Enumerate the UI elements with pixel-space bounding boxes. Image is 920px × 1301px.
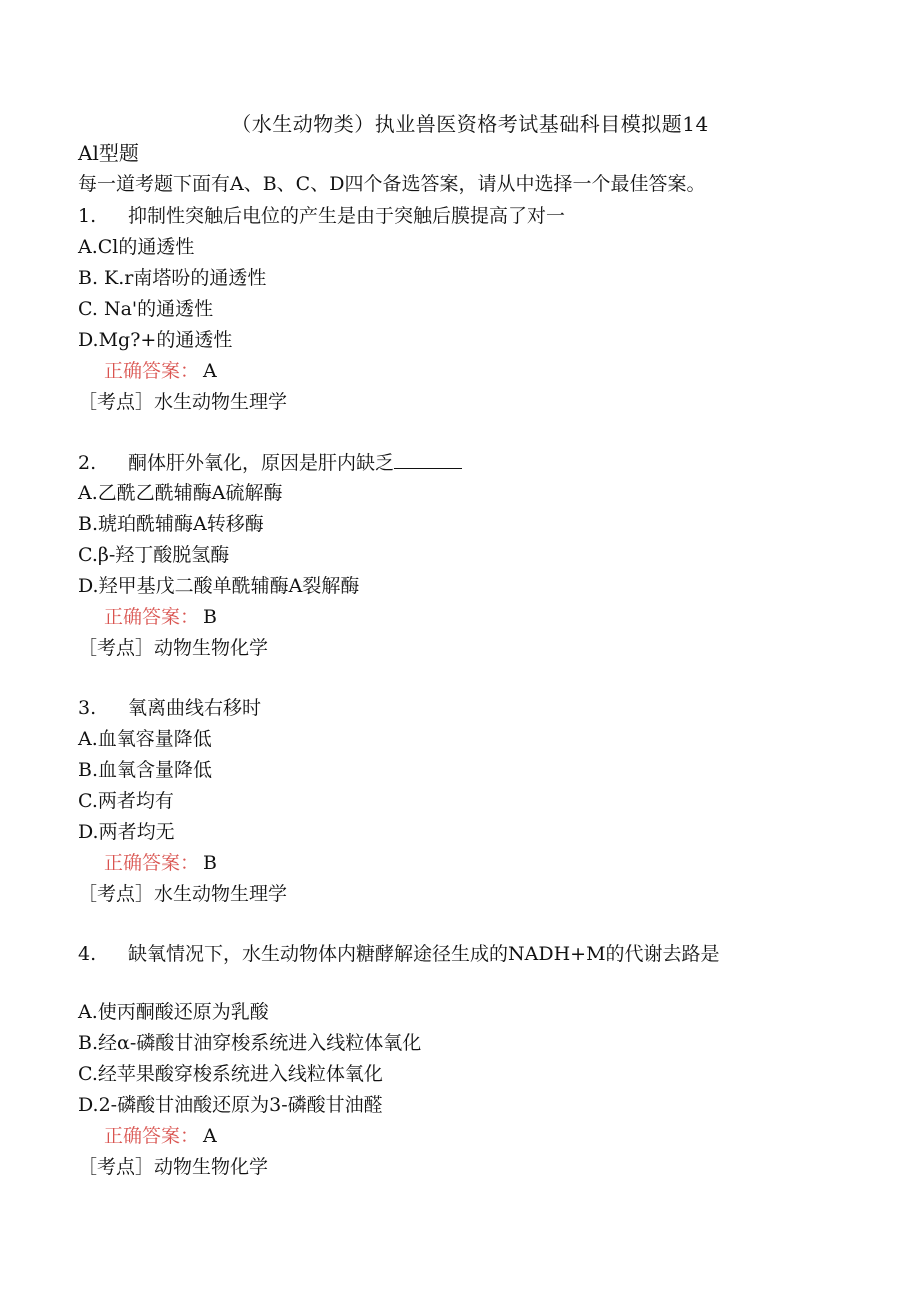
question-text: 酮体肝外氧化，原因是肝内缺乏: [128, 452, 395, 474]
instructions: 每一道考题下面有A、B、C、D四个备选答案，请从中选择一个最佳答案。: [78, 173, 706, 195]
answer-value: B: [203, 606, 217, 628]
question-2-option-c: C.β-羟丁酸脱氢酶: [78, 544, 230, 566]
question-2-option-d: D.羟甲基戊二酸单酰辅酶A裂解酶: [78, 575, 360, 597]
question-3-point: ［考点］水生动物生理学: [78, 883, 288, 905]
question-number: 3.: [78, 697, 97, 719]
question-1-option-a: Α.Cl的通透性: [78, 236, 195, 258]
question-2-stem: [78, 450, 462, 475]
question-3-option-a: A.血氧容量降低: [78, 728, 212, 750]
question-2-answer: [104, 605, 217, 629]
question-1-option-b: B. K.r南塔吩的通透性: [78, 267, 267, 289]
question-3-option-d: D.两者均无: [78, 821, 175, 843]
question-number: 2.: [78, 452, 97, 474]
question-4-stem: [78, 942, 720, 966]
question-1-option-d: D.Mg?+的通透性: [78, 329, 233, 351]
answer-value: B: [203, 852, 217, 874]
answer-label: 正确答案：: [104, 852, 200, 874]
question-4-option-c: C.经苹果酸穿梭系统进入线粒体氧化: [78, 1063, 383, 1085]
answer-blank: [394, 450, 462, 469]
question-3-answer: [104, 851, 217, 875]
question-1-stem: [78, 204, 565, 228]
question-number: 1.: [78, 205, 97, 227]
question-3-option-b: B.血氧含量降低: [78, 759, 213, 781]
question-text: 缺氧情况下，水生动物体内糖酵解途径生成的NADH+M的代谢去路是: [128, 943, 720, 965]
question-4-option-a: A.使丙酮酸还原为乳酸: [78, 1001, 269, 1023]
page-title: （水生动物类）执业兽医资格考试基础科目模拟题14: [231, 112, 709, 136]
section-heading: Al型题: [78, 141, 139, 165]
question-1-point: ［考点］水生动物生理学: [78, 391, 288, 413]
question-text: 氧离曲线右移时: [128, 697, 262, 719]
question-4-option-b: B.经α-磷酸甘油穿梭系统进入线粒体氧化: [78, 1032, 422, 1054]
question-3-stem: [78, 696, 261, 720]
answer-label: 正确答案：: [104, 606, 200, 628]
question-text: 抑制性突触后电位的产生是由于突触后膜提高了对一: [128, 205, 566, 227]
answer-value: A: [203, 360, 217, 382]
question-3-option-c: C.两者均有: [78, 790, 174, 812]
question-2-point: ［考点］动物生物化学: [78, 637, 269, 659]
question-4-option-d: D.2-磷酸甘油酸还原为3-磷酸甘油醛: [78, 1094, 383, 1116]
question-4-point: ［考点］动物生物化学: [78, 1156, 269, 1178]
question-number: 4.: [78, 943, 97, 965]
answer-value: A: [203, 1125, 217, 1147]
question-4-answer: [104, 1124, 217, 1148]
question-1-option-c: C. Na'的通透性: [78, 298, 214, 320]
question-1-answer: [104, 359, 217, 383]
answer-label: 正确答案：: [104, 360, 200, 382]
question-2-option-a: A.乙酰乙酰辅酶A硫解酶: [78, 482, 283, 504]
question-2-option-b: B.琥珀酰辅酶A转移酶: [78, 513, 264, 535]
answer-label: 正确答案：: [104, 1125, 200, 1147]
